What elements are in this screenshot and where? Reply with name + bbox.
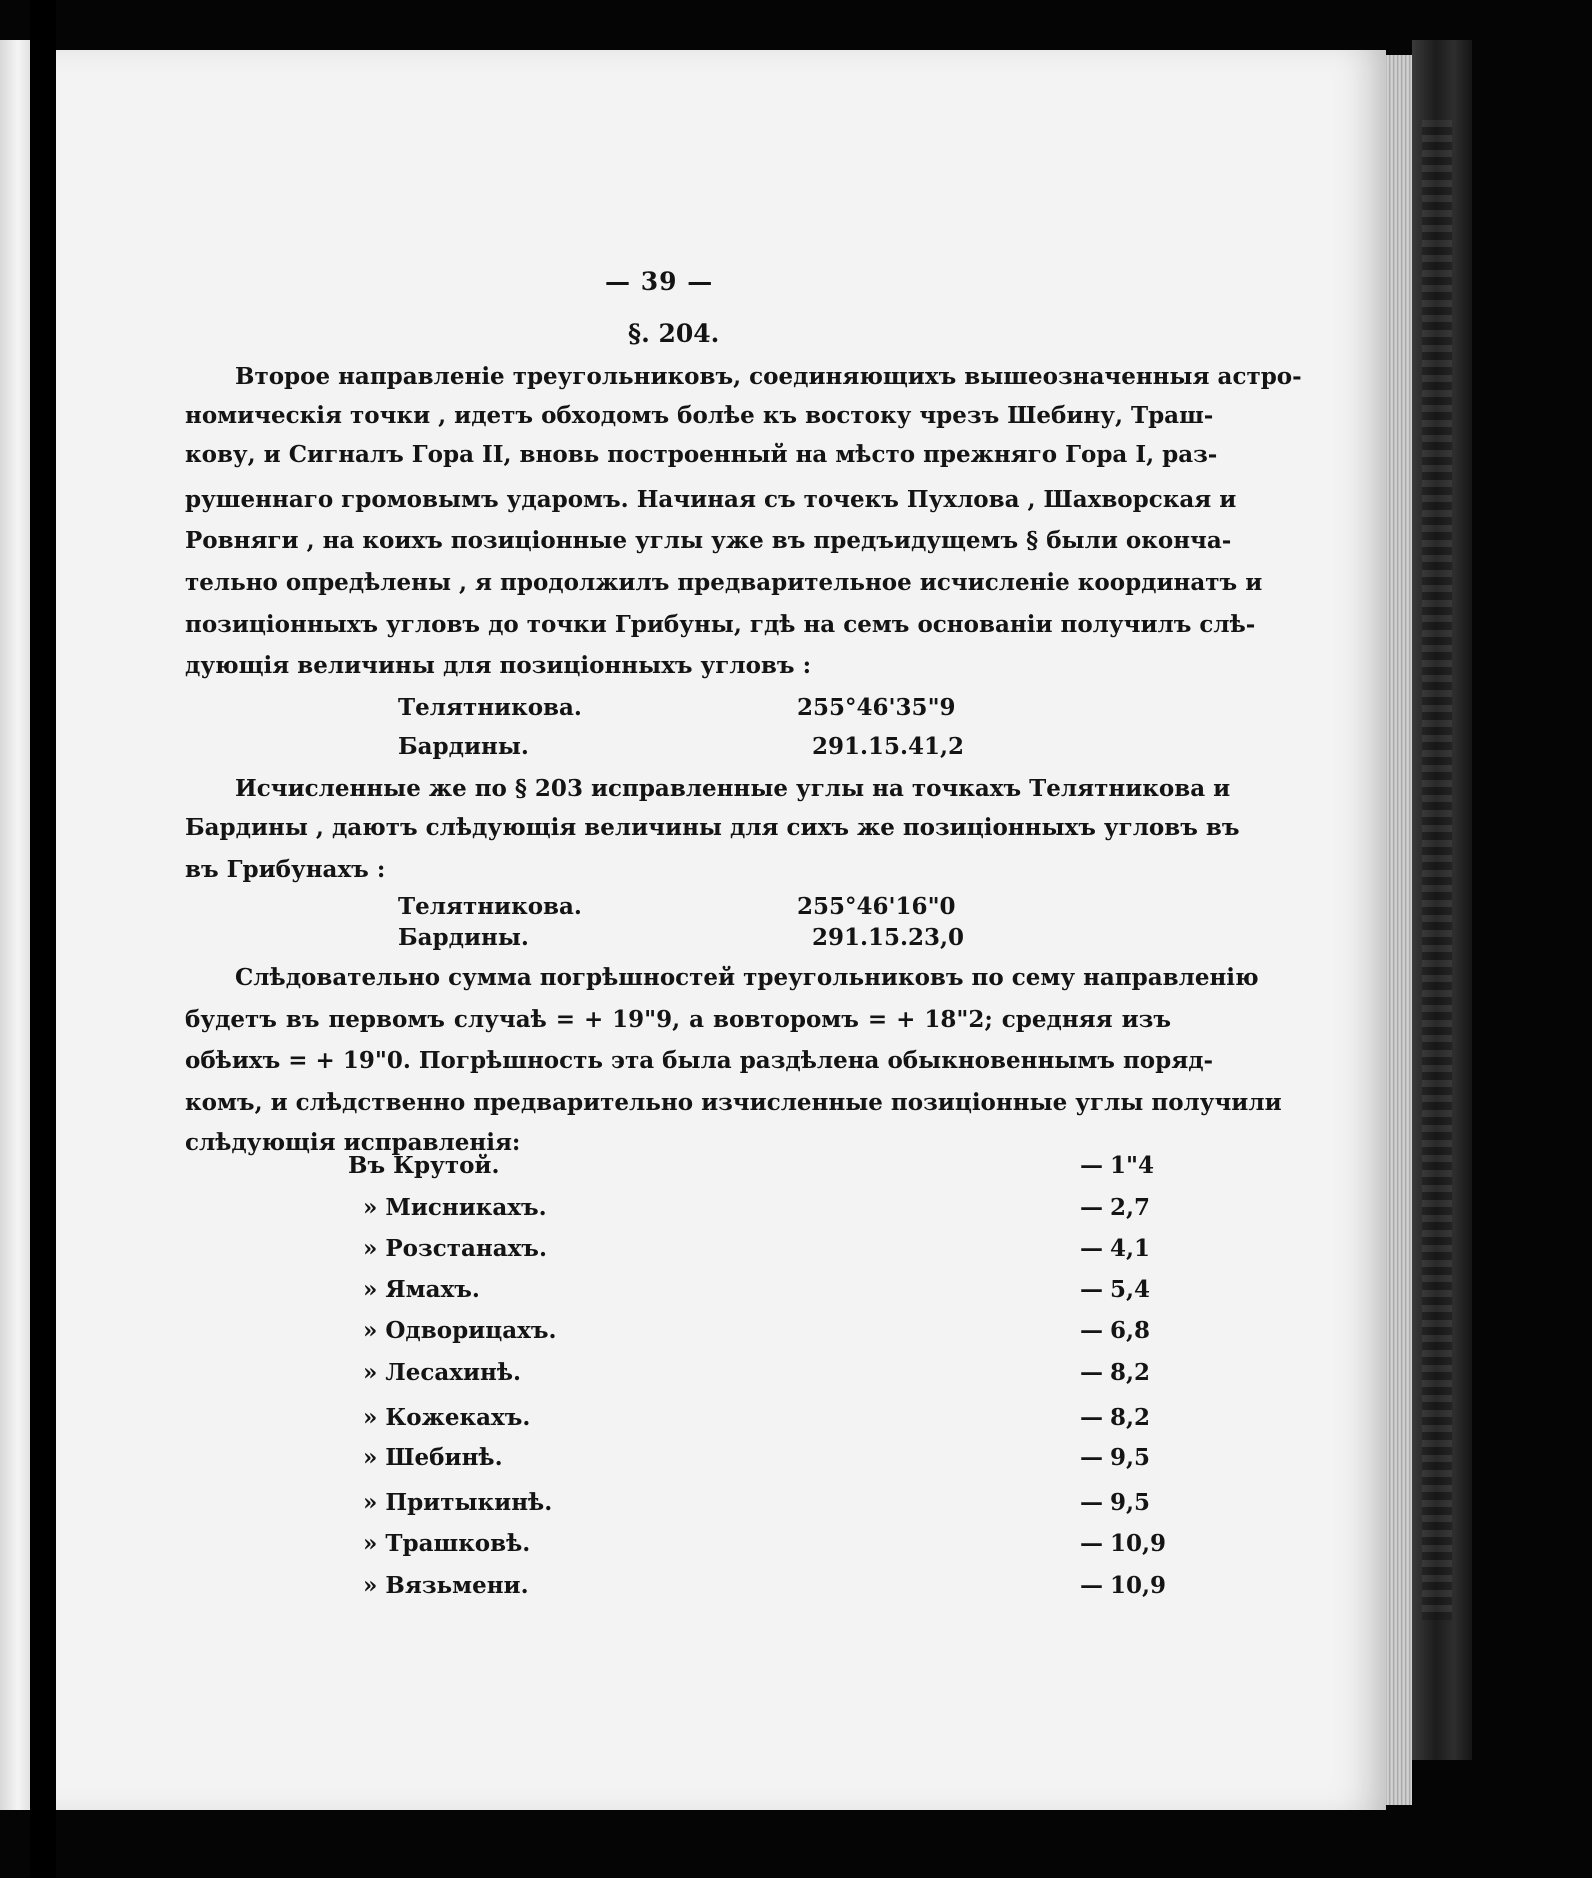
- book-page: [56, 50, 1386, 1810]
- correction-value: 1"4: [1110, 1152, 1154, 1179]
- table2-label: Телятникова.: [398, 893, 582, 920]
- correction-label: » Трашковѣ.: [363, 1530, 531, 1557]
- correction-value: 4,1: [1110, 1235, 1151, 1262]
- table1-value: 255°46'35"9: [797, 694, 956, 721]
- paragraph1-line: рушеннаго громовымъ ударомъ. Начиная съ точекъ Пухлова , Шахворская и: [185, 486, 1237, 513]
- paragraph2-line: Бардины , даютъ слѣдующія величины для сихъ же позиціонныхъ угловъ въ: [185, 814, 1240, 841]
- paragraph3-line: слѣдующія исправленія:: [185, 1129, 521, 1156]
- correction-value: 10,9: [1110, 1530, 1167, 1557]
- paragraph3-line: комъ, и слѣдственно предварительно изчисленные позиціонные углы получили: [185, 1089, 1282, 1116]
- correction-sign: —: [1080, 1489, 1103, 1516]
- correction-value: 5,4: [1110, 1276, 1151, 1303]
- table2-value: 255°46'16"0: [797, 893, 956, 920]
- paragraph3-line: будетъ въ первомъ случаѣ = + 19"9, а вовторомъ = + 18"2; средняя изъ: [185, 1006, 1171, 1033]
- correction-value: 2,7: [1110, 1194, 1151, 1221]
- correction-label: Въ Крутой.: [348, 1152, 500, 1179]
- page-number: — 39 —: [605, 267, 714, 296]
- paragraph3-line: обѣихъ = + 19"0. Погрѣшность эта была раздѣлена обыкновеннымъ поряд-: [185, 1047, 1214, 1074]
- paragraph1-line: дующія величины для позиціонныхъ угловъ :: [185, 652, 812, 679]
- correction-value: 10,9: [1110, 1572, 1167, 1599]
- correction-sign: —: [1080, 1404, 1103, 1431]
- correction-sign: —: [1080, 1317, 1103, 1344]
- paragraph1-line: позиціонныхъ угловъ до точки Грибуны, гдѣ на семъ основаніи получилъ слѣ-: [185, 611, 1256, 638]
- correction-sign: —: [1080, 1444, 1103, 1471]
- correction-label: » Ямахъ.: [363, 1276, 480, 1303]
- correction-value: 8,2: [1110, 1359, 1151, 1386]
- paragraph1-line: номическія точки , идетъ обходомъ болѣе къ востоку чрезъ Шебину, Траш-: [185, 402, 1214, 429]
- table1-label: Телятникова.: [398, 694, 582, 721]
- paragraph1-line: тельно опредѣлены , я продолжилъ предварительное исчисленіе координатъ и: [185, 569, 1263, 596]
- correction-sign: —: [1080, 1235, 1103, 1262]
- book-cover-edge: [1412, 40, 1472, 1760]
- correction-value: 9,5: [1110, 1444, 1151, 1471]
- table2-value: 291.15.23,0: [812, 924, 965, 951]
- table1-value: 291.15.41,2: [812, 733, 965, 760]
- paragraph2-line: Исчисленные же по § 203 исправленные углы на точкахъ Телятникова и: [235, 775, 1231, 802]
- correction-label: » Вязьмени.: [363, 1572, 529, 1599]
- correction-label: » Розстанахъ.: [363, 1235, 547, 1262]
- paragraph3-line: Слѣдовательно сумма погрѣшностей треугольниковъ по сему направленію: [235, 964, 1259, 991]
- correction-label: » Одворицахъ.: [363, 1317, 557, 1344]
- correction-value: 6,8: [1110, 1317, 1151, 1344]
- page-stack-edge: [1386, 55, 1412, 1805]
- table1-label: Бардины.: [398, 733, 529, 760]
- correction-sign: —: [1080, 1152, 1103, 1179]
- correction-label: » Притыкинѣ.: [363, 1489, 553, 1516]
- paragraph1-line: Второе направленіе треугольниковъ, соединяющихъ вышеозначенныя астро-: [235, 363, 1302, 390]
- correction-sign: —: [1080, 1530, 1103, 1557]
- previous-page-edge: [0, 40, 30, 1810]
- paragraph1-line: кову, и Сигналъ Гора II, вновь построенный на мѣсто прежняго Гора I, раз-: [185, 441, 1218, 468]
- section-title: §. 204.: [628, 319, 720, 348]
- correction-sign: —: [1080, 1572, 1103, 1599]
- correction-sign: —: [1080, 1276, 1103, 1303]
- correction-label: » Лесахинѣ.: [363, 1359, 522, 1386]
- correction-label: » Кожекахъ.: [363, 1404, 531, 1431]
- table2-label: Бардины.: [398, 924, 529, 951]
- correction-label: » Шебинѣ.: [363, 1444, 503, 1471]
- paragraph2-line: въ Грибунахъ :: [185, 856, 386, 883]
- paragraph1-line: Ровняги , на коихъ позиціонные углы уже въ предъидущемъ § были оконча-: [185, 527, 1232, 554]
- correction-sign: —: [1080, 1359, 1103, 1386]
- correction-sign: —: [1080, 1194, 1103, 1221]
- correction-value: 8,2: [1110, 1404, 1151, 1431]
- gutter-shadow: [30, 0, 56, 1878]
- correction-value: 9,5: [1110, 1489, 1151, 1516]
- correction-label: » Мисникахъ.: [363, 1194, 547, 1221]
